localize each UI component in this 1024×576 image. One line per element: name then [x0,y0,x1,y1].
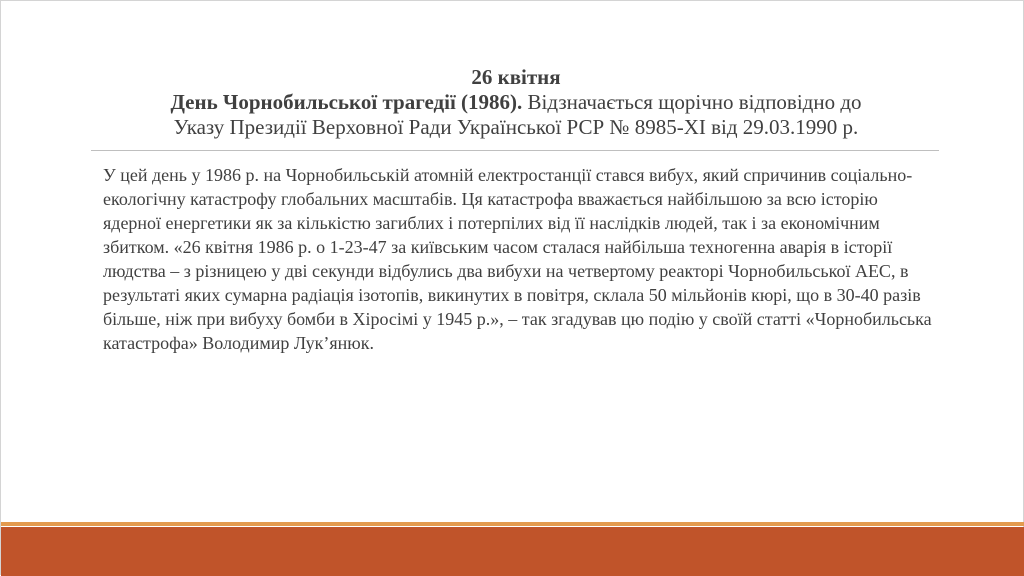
title-divider [91,150,939,151]
title-description: Відзначається щорічно відповідно до [522,90,862,114]
title-line-2 [91,90,941,115]
title-event-name: День Чорнобильської трагедії (1986). [170,90,523,114]
footer-accent-thin-stripe [1,522,1024,526]
slide-title [91,65,941,140]
title-decree: Указу Президії Верховної Ради Української РСР № 8985-XI від 29.03.1990 р. [173,115,859,139]
footer-accent-thick-stripe [1,527,1024,576]
body-paragraph: У цей день у 1986 р. на Чорнобильській атомній електростанції стався вибух, який спричинив соціально-екологічну катастрофу глобальних масштабів. Ця катастрофа вважається найбільшою за всю історію ядерної енергетики як за кількістю загиблих і потерпілих від її наслідків людей, так і за економічним збитком. «26 квітня 1986 р. о 1-23-47 за київським часом сталася найбільша техногенна аварія в історії людства – з різницею у дві секунди відбулись два вибухи на четвертому реакторі Чорнобильської АЕС, в результаті яких сумарна радіація ізотопів, викинутих в повітря, склала 50 мільйонів кюрі, що в 30-40 разів більше, ніж при вибуху бомби в Хіросімі у 1945 р.», – так згадував цю подію у своїй статті «Чорнобильська катастрофа» Володимир Лук’янюк. [103,165,932,353]
title-date: 26 квітня [471,65,561,89]
